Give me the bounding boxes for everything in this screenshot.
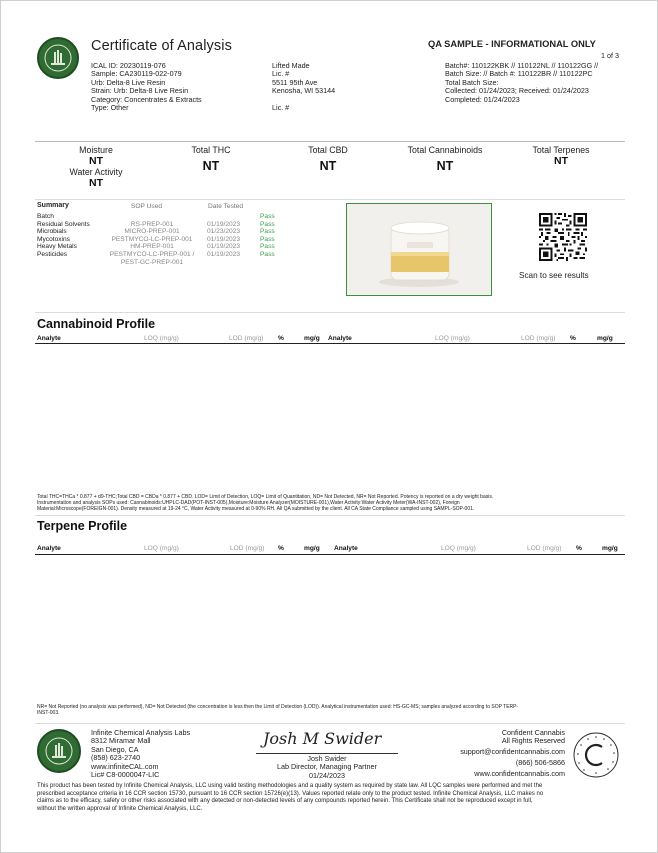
total-thc-value: NT <box>202 159 220 173</box>
strain: Strain: Urb: Delta-8 Live Resin <box>91 86 189 96</box>
batch-info <box>445 62 598 104</box>
disclaimer <box>37 783 629 813</box>
signer-info <box>251 755 403 780</box>
footer-lab-logo-icon <box>37 729 81 773</box>
summary-row-sop: HM-PREP-001 <box>130 243 174 251</box>
cc-name: Confident Cannabis <box>501 728 565 737</box>
summary-dates <box>207 213 257 259</box>
terp-col-mg-per-g: mg/g <box>304 545 320 552</box>
confident-cannabis-logo-icon <box>572 731 620 779</box>
cc-website[interactable]: www.confidentcannabis.com <box>474 768 565 778</box>
summary-row-sop-continued: PEST-GC-PREP-001 <box>120 258 184 266</box>
total-thc-stat <box>171 145 251 173</box>
footer-divider <box>35 723 625 724</box>
summary-row-date <box>207 213 257 221</box>
cc-contact <box>453 729 565 778</box>
terpene-notes <box>37 704 629 716</box>
qr-code-icon <box>539 213 587 261</box>
terp-col-loq-2: LOQ (mg/g) <box>441 545 476 552</box>
summary-row-sop: RS-PREP-001 <box>130 220 174 228</box>
total-batch-size: Total Batch Size: <box>445 77 499 87</box>
summary-row-name: Pesticides <box>37 250 68 258</box>
col-analyte-2: Analyte <box>328 335 352 342</box>
client-info <box>272 62 335 112</box>
total-terpenes-stat <box>521 145 601 167</box>
cannabinoid-notes <box>37 494 629 513</box>
moisture-stat <box>55 145 137 189</box>
client-name: Lifted Made <box>272 61 310 70</box>
summary-row-date: 01/19/2023 <box>207 243 241 251</box>
summary-row-result: Pass <box>260 228 275 236</box>
summary-results <box>260 213 290 259</box>
total-terpenes-label: Total Terpenes <box>532 145 590 155</box>
summary-row-sop: PESTMYCO-LC-PREP-001 / <box>109 250 195 258</box>
product-photo <box>346 203 492 296</box>
lab-phone: (858) 623-2740 <box>91 753 141 763</box>
col-mg-per-g-2: mg/g <box>597 335 613 342</box>
qr-code[interactable] <box>539 213 587 266</box>
summary-row-date: 01/19/2023 <box>207 235 241 243</box>
summary-row-result: Pass <box>260 243 275 251</box>
summary-row-date: 01/19/2023 <box>207 250 241 258</box>
summary-row-name: Batch <box>37 213 54 220</box>
total-cannabinoids-label: Total Cannabinoids <box>407 145 483 155</box>
batch-size: Batch Size: // Batch #: 110122BR // 110122PC <box>445 69 593 79</box>
disclaimer-line-1: This product has been tested by Infinite Chemical Analysis, LLC using valid testing methodologies and a quality system as required by state law. All LQC samples were performed and met the <box>37 783 543 789</box>
terp-col-analyte: Analyte <box>37 545 61 552</box>
cannabinoid-table-rule <box>35 343 625 344</box>
flask-icon <box>44 736 74 766</box>
terp-col-percent: % <box>278 545 284 552</box>
client-city: Kenosha, WI 53144 <box>272 86 336 96</box>
moisture-label: Moisture <box>79 145 113 155</box>
lab-website[interactable]: www.infiniteCAL.com <box>91 761 159 771</box>
page-title: Certificate of Analysis <box>91 38 232 54</box>
terp-col-lod: LOD (mg/g) <box>230 545 265 552</box>
disclaimer-line-3: claims as to the efficacy, safety or other risks associated with any detected or non-detected levels of any compounds reported herein. This Certificate shall not be reproduced except in full, <box>37 798 533 805</box>
terp-col-mg-per-g-2: mg/g <box>602 545 618 552</box>
moisture-value: NT <box>89 155 103 167</box>
summary-sops <box>97 213 207 266</box>
col-lod-2: LOD (mg/g) <box>521 335 556 342</box>
terpene-note-1: NR= Not Reported (no analysis was performed), ND= Not Detected (the concentration is less then the Limit of Detection (LOD)). Analytical instrumentation used: HS-GC-MS; samples analyzed according to SOP TERP- <box>37 704 519 710</box>
summary-row-name: Heavy Metals <box>37 243 77 251</box>
lab-city: San Diego, CA <box>91 744 139 754</box>
cannabinoid-profile-title: Cannabinoid Profile <box>37 317 156 331</box>
col-loq-2: LOQ (mg/g) <box>435 335 470 342</box>
sign-date: 01/24/2023 <box>309 770 345 780</box>
date-tested-header: Date Tested <box>208 203 244 210</box>
category: Category: Concentrates & Extracts <box>91 94 202 104</box>
summary-row-date: 01/23/2023 <box>207 228 241 236</box>
collected-received: Collected: 01/24/2023; Received: 01/24/2023 <box>445 86 589 96</box>
lab-name: Infinite Chemical Analysis Labs <box>91 728 191 737</box>
terp-col-analyte-2: Analyte <box>334 545 358 552</box>
lab-logo-icon <box>37 37 79 79</box>
lab-license: Lic# C8-0000047-LIC <box>91 770 160 780</box>
terpene-table-rule <box>35 554 625 555</box>
col-lod: LOD (mg/g) <box>229 335 264 342</box>
lab-contact <box>91 729 190 779</box>
cannabinoid-note-2: Instrumentation and analysis SOPs used: Cannabinoids:UHPLC-DAD(POT-INST-005),Moisture:Moisture Analyzer(MOISTURE-001),Water Activity:Water Activity Meter(WA-INST-002), Foreign <box>37 500 460 507</box>
client-license: Lic. # <box>272 69 290 79</box>
summary-title: Summary <box>37 202 69 209</box>
terp-col-percent-2: % <box>576 545 582 552</box>
sample-info <box>91 62 202 112</box>
cannabinoid-note-1: Total THC=THCa * 0.877 + d9-THC;Total CBD = CBDa * 0.877 + CBD. LOD= Limit of Detection, LOQ= Limit of Quantitation, ND= Not Detected, NR= Not Reported. Potency is reported on a dry weight basis. <box>37 494 494 500</box>
total-cannabinoids-stat <box>395 145 495 173</box>
sample-id: Sample: CA230119-022-079 <box>91 69 182 79</box>
cc-email[interactable]: support@confidentcannabis.com <box>460 746 565 756</box>
qr-caption: Scan to see results <box>519 271 589 280</box>
summary-row-result: Pass <box>260 235 275 243</box>
client-license-2: Lic. # <box>272 103 290 113</box>
summary-row-sop: MICRO-PREP-001 <box>124 228 180 236</box>
summary-row-name: Mycotoxins <box>37 235 70 243</box>
client-address: 5511 95th Ave <box>272 77 318 87</box>
ical-id: ICAL ID: 20230119-076 <box>91 61 166 70</box>
sop-used-header: SOP Used <box>131 203 163 210</box>
summary-row-date: 01/19/2023 <box>207 220 241 228</box>
disclaimer-line-4: without the written approval of Infinite Chemical Analysis, LLC. <box>37 805 203 812</box>
total-terpenes-value: NT <box>554 155 568 167</box>
terp-col-lod-2: LOD (mg/g) <box>527 545 562 552</box>
total-cbd-value: NT <box>319 159 337 173</box>
signer-name: Josh Swider <box>307 754 347 763</box>
summary-row-name: Residual Solvents <box>37 220 90 228</box>
stats-divider <box>35 199 625 200</box>
summary-row-result: Pass <box>260 250 275 258</box>
total-thc-label: Total THC <box>191 145 231 155</box>
header-divider <box>35 141 625 142</box>
product-jar-image <box>347 204 490 294</box>
page-number: 1 of 3 <box>601 51 619 60</box>
signer-title: Lab Director, Managing Partner <box>277 762 377 772</box>
col-loq: LOQ (mg/g) <box>144 335 179 342</box>
cannabinoid-note-3: Material:Microscope(FOREIGN-001). Density measured at 19-24 °C, Water Activity measured at 0-90% RH. All QA submitted by the client. All CA State Compliance sampled using SAMPL-SOP-001. <box>37 506 475 513</box>
water-activity-value: NT <box>89 177 103 189</box>
summary-row-name: Microbials <box>37 228 67 236</box>
col-mg-per-g: mg/g <box>304 335 320 342</box>
terpene-note-2: INST-003. <box>37 710 60 717</box>
total-cannabinoids-value: NT <box>436 159 454 173</box>
disclaimer-line-2: prescribed acceptance criteria in 16 CCR section 15730, pursuant to 16 CCR section 15726(e)(13). Values reported relate only to the product tested. Infinite Chemical Analysis, LLC makes no <box>37 790 544 797</box>
total-cbd-stat <box>288 145 368 173</box>
summary-row-result: Pass <box>260 213 275 220</box>
cc-logo-icon <box>572 731 620 779</box>
terpene-profile-title: Terpene Profile <box>37 519 128 533</box>
summary-row-sop <box>97 213 207 221</box>
cc-rights: All Rights Reserved <box>501 736 565 746</box>
lab-address: 8312 Miramar Mall <box>91 736 151 746</box>
qa-banner: QA SAMPLE - INFORMATIONAL ONLY <box>428 39 596 49</box>
completed-date: Completed: 01/24/2023 <box>445 94 520 104</box>
summary-row-result: Pass <box>260 220 275 228</box>
summary-row-sop: PESTMYCO-LC-PREP-001 <box>111 235 193 243</box>
cannabinoid-divider <box>35 515 625 516</box>
col-percent-2: % <box>570 335 576 342</box>
signature: Josh M Swider <box>263 729 382 748</box>
terp-col-loq: LOQ (mg/g) <box>144 545 179 552</box>
batch-numbers: Batch#: 110122KBK // 110122NL // 110122GG // <box>445 61 599 70</box>
col-percent: % <box>278 335 284 342</box>
product-name: Urb: Delta-8 Live Resin <box>91 77 166 87</box>
cc-phone: (866) 506-5866 <box>515 758 565 768</box>
total-cbd-label: Total CBD <box>308 145 348 155</box>
summary-divider <box>35 312 625 313</box>
col-analyte: Analyte <box>37 335 61 342</box>
flask-icon <box>43 43 73 73</box>
water-activity-label: Water Activity <box>69 167 123 177</box>
type: Type: Other <box>91 103 129 113</box>
